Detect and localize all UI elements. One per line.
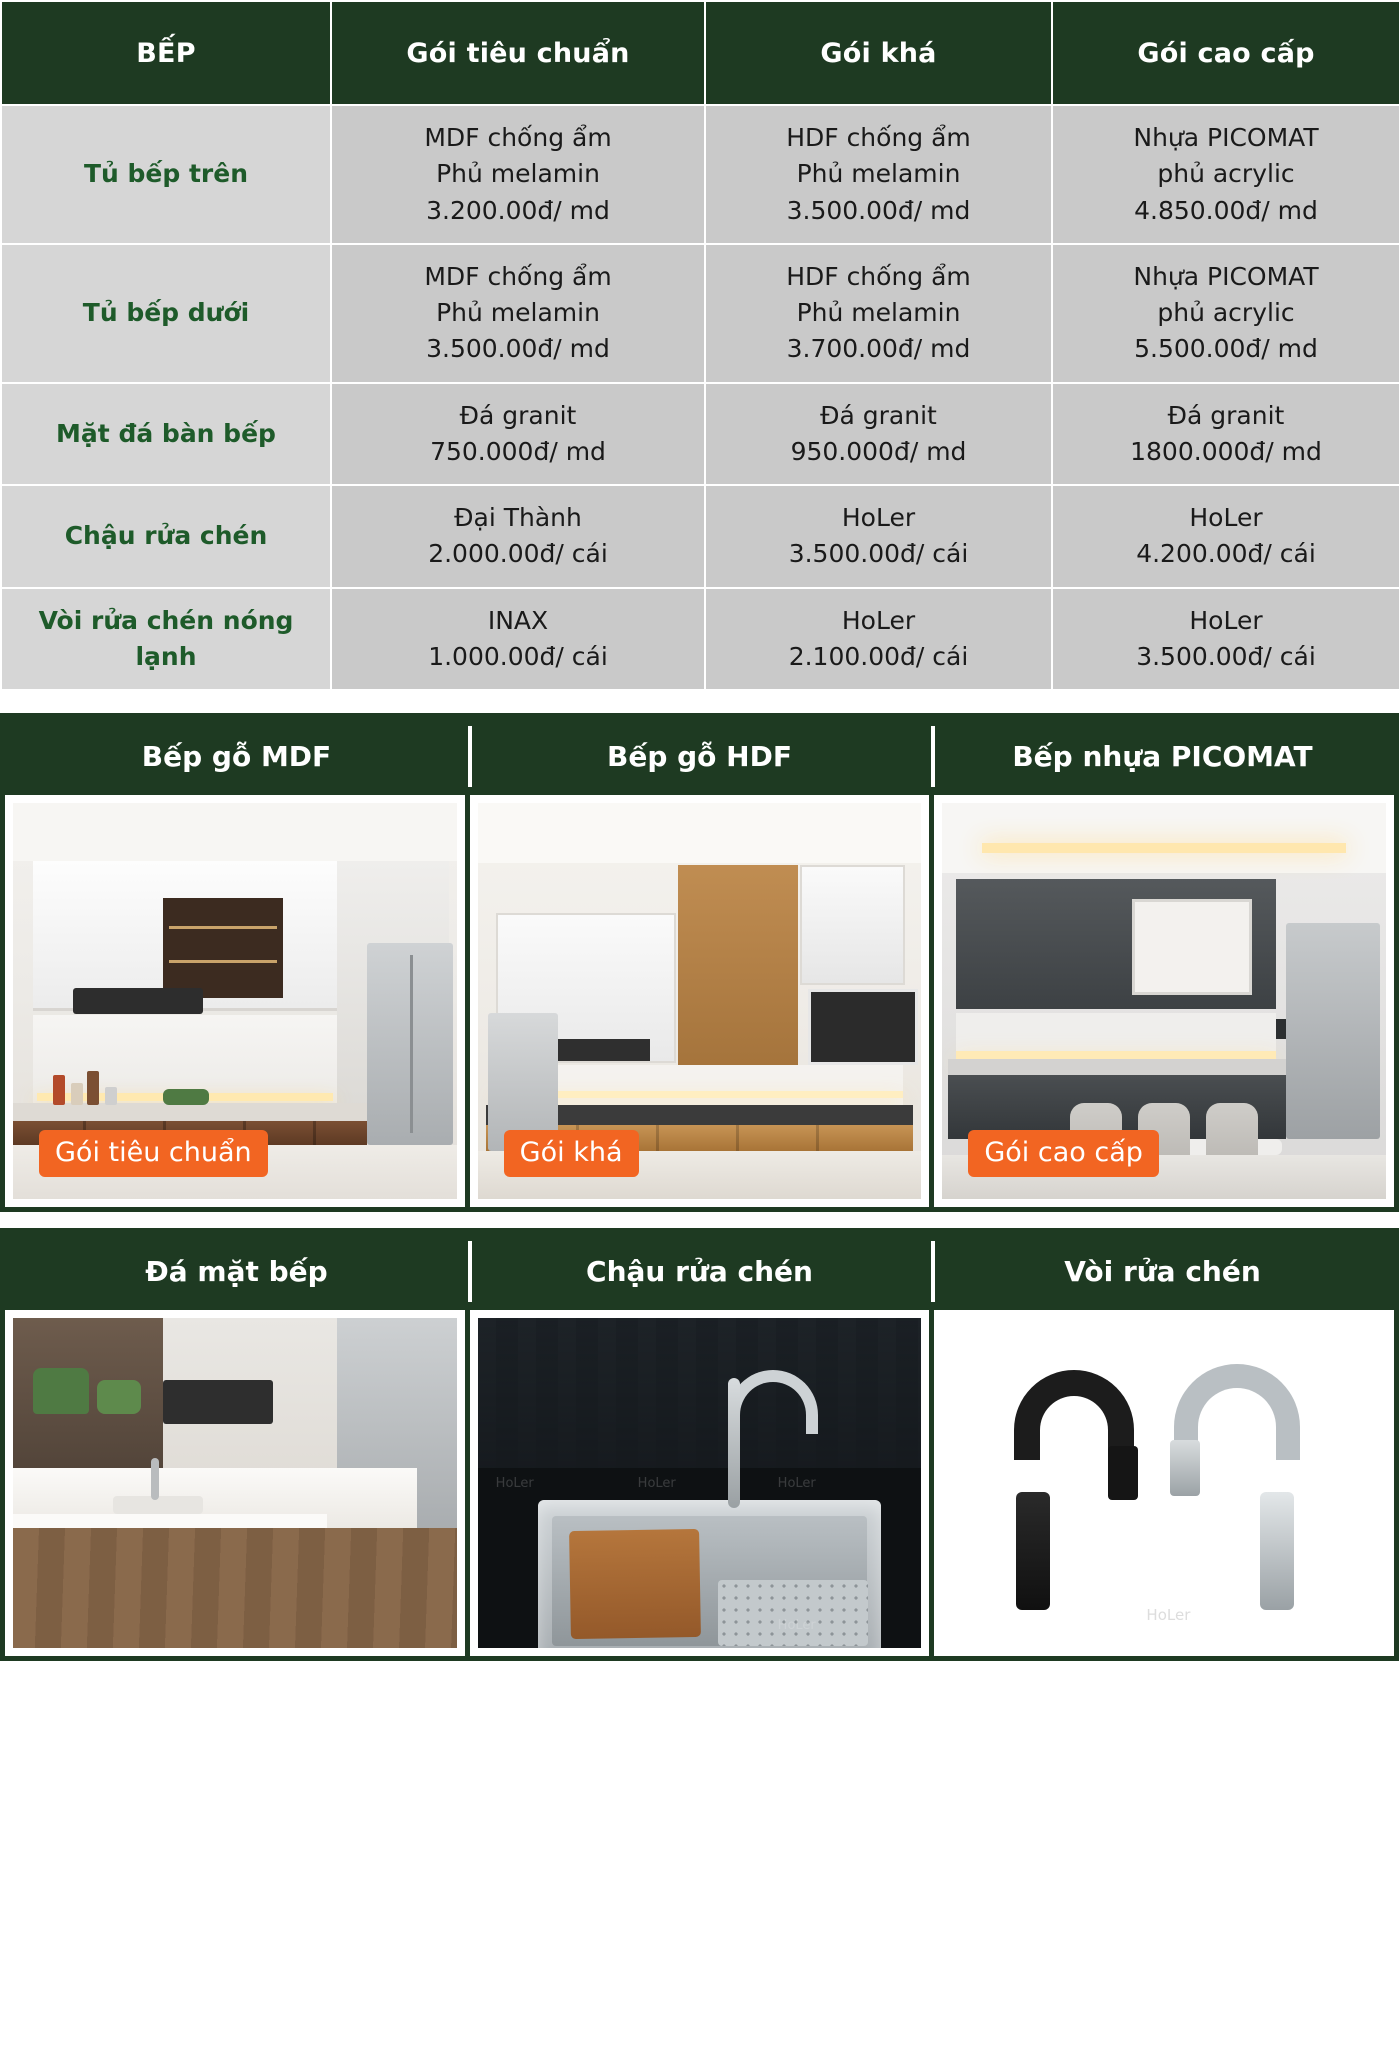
cell-line: HoLer <box>841 503 916 532</box>
cell-price: 3.500.00đ/ cái <box>788 539 969 569</box>
kitchen-photo-mdf <box>13 803 457 1199</box>
cell-line: Nhựa PICOMAT <box>1133 123 1319 152</box>
cell-upper-premium <box>1052 105 1399 244</box>
gallery-cell-mdf <box>5 795 465 1207</box>
cell-countertop-premium <box>1052 383 1399 486</box>
cell-line: Đá granit <box>1167 400 1285 430</box>
header-package-premium: Gói cao cấp <box>1052 1 1399 105</box>
cell-line: Phủ melamin <box>796 298 961 327</box>
cell-price: 1800.000đ/ md <box>1130 436 1322 466</box>
gallery-cell-stone <box>5 1310 465 1656</box>
gallery-cell-picomat <box>929 795 1394 1207</box>
faucet-watermark: HoLer <box>1146 1606 1191 1624</box>
cell-lower-standard <box>331 244 705 383</box>
table-body <box>1 105 1399 690</box>
faucet-black-head <box>1108 1446 1138 1500</box>
parts-gallery-section <box>0 1228 1399 1661</box>
sink-watermark: HoLer <box>637 1476 676 1491</box>
header-package-standard: Gói tiêu chuẩn <box>331 1 705 105</box>
cell-line: HDF chống ẩm <box>786 123 971 152</box>
cell-countertop-standard <box>331 383 705 486</box>
cell-line: MDF chống ẩm <box>424 261 612 291</box>
table-row <box>1 588 1399 691</box>
cell-line: INAX <box>487 605 549 635</box>
kitchen-gallery-section <box>0 713 1399 1212</box>
cell-price: 2.000.00đ/ cái <box>428 539 608 569</box>
gallery-header-picomat: Bếp nhựa PICOMAT <box>931 718 1394 795</box>
cell-price: 950.000đ/ md <box>790 436 967 466</box>
sink-illustration <box>478 1318 922 1648</box>
cell-line: Phủ melamin <box>796 159 961 189</box>
table-row <box>1 383 1399 486</box>
row-label-sink: Chậu rửa chén <box>1 485 331 588</box>
sink-watermark: HoLer <box>777 1618 816 1633</box>
gallery-cell-sink <box>465 1310 930 1656</box>
kitchen-gallery-body <box>5 795 1394 1207</box>
cell-lower-premium <box>1052 244 1399 383</box>
kitchen-photo-picomat <box>942 803 1386 1199</box>
cell-line: HDF chống ẩm <box>786 261 971 291</box>
cell-faucet-good <box>705 588 1052 691</box>
cell-line: HoLer <box>1189 605 1263 635</box>
kitchen-price-table <box>0 0 1399 691</box>
cell-price: 3.700.00đ/ md <box>786 334 971 364</box>
gallery-header-faucet: Vòi rửa chén <box>931 1233 1394 1310</box>
faucet-illustration <box>942 1318 1386 1648</box>
cell-line: Đá granit <box>459 400 577 430</box>
gallery-header-stone: Đá mặt bếp <box>145 1255 328 1288</box>
cell-upper-good <box>705 105 1052 244</box>
faucet-photo <box>942 1318 1386 1648</box>
gallery-header-hdf: Bếp gỗ HDF <box>468 718 931 795</box>
sink-watermark: HoLer <box>495 1476 534 1491</box>
sink-photo <box>478 1318 922 1648</box>
cell-countertop-good <box>705 383 1052 486</box>
badge-goi-tieu-chuan: Gói tiêu chuẩn <box>39 1130 268 1177</box>
cell-price: 4.200.00đ/ cái <box>1136 539 1316 569</box>
cell-line: Đại Thành <box>454 503 582 532</box>
badge-goi-cao-cap: Gói cao cấp <box>968 1130 1159 1177</box>
cell-price: 1.000.00đ/ cái <box>428 641 608 671</box>
cell-line: Phủ melamin <box>436 159 600 189</box>
cell-faucet-premium <box>1052 588 1399 691</box>
cell-line: MDF chống ẩm <box>424 123 612 152</box>
cell-sink-good <box>705 485 1052 588</box>
row-label-faucet: Vòi rửa chén nóng lạnh <box>1 588 331 691</box>
table-header <box>1 1 1399 105</box>
row-label-countertop: Mặt đá bàn bếp <box>1 383 331 486</box>
badge-goi-kha: Gói khá <box>504 1130 639 1177</box>
table-row <box>1 105 1399 244</box>
gallery-cell-faucet <box>929 1310 1394 1656</box>
cell-line: Nhựa PICOMAT <box>1133 261 1319 291</box>
cell-line: Phủ melamin <box>436 298 600 327</box>
cell-line: Đá granit <box>820 400 937 430</box>
parts-gallery-body <box>5 1310 1394 1656</box>
cell-price: 3.200.00đ/ md <box>426 195 610 225</box>
kitchen-photo-hdf <box>478 803 922 1199</box>
cell-sink-standard <box>331 485 705 588</box>
cell-sink-premium <box>1052 485 1399 588</box>
table-header-row <box>1 1 1399 105</box>
cell-faucet-standard <box>331 588 705 691</box>
table-row <box>1 244 1399 383</box>
stone-illustration <box>13 1318 457 1648</box>
row-label-lower-cabinet: Tủ bếp dưới <box>1 244 331 383</box>
cell-line: phủ acrylic <box>1157 298 1295 327</box>
cell-price: 5.500.00đ/ md <box>1134 334 1318 364</box>
header-category: BẾP <box>1 1 331 105</box>
gallery-header-sink: Chậu rửa chén <box>468 1233 931 1310</box>
faucet-black-body <box>1016 1492 1050 1610</box>
cell-upper-standard <box>331 105 705 244</box>
stone-photo <box>13 1318 457 1648</box>
cell-price: 2.100.00đ/ cái <box>788 641 969 671</box>
gallery-cell-hdf <box>465 795 930 1207</box>
faucet-chrome-head <box>1170 1440 1200 1496</box>
cell-lower-good <box>705 244 1052 383</box>
table-row <box>1 485 1399 588</box>
gallery-header-mdf: Bếp gỗ MDF <box>141 740 332 773</box>
cell-price: 4.850.00đ/ md <box>1134 195 1318 225</box>
kitchen-gallery-header-row <box>5 718 1394 795</box>
cell-line: HoLer <box>841 605 916 635</box>
cell-line: phủ acrylic <box>1157 159 1295 189</box>
sink-watermark: HoLer <box>777 1476 816 1491</box>
parts-gallery-header-row <box>5 1233 1394 1310</box>
bottom-spacer <box>0 1661 1399 1675</box>
cell-price: 3.500.00đ/ cái <box>1136 641 1316 671</box>
header-package-good: Gói khá <box>705 1 1052 105</box>
row-label-upper-cabinet: Tủ bếp trên <box>1 105 331 244</box>
cell-line: HoLer <box>1189 503 1263 532</box>
cell-price: 3.500.00đ/ md <box>786 195 971 225</box>
cell-price: 3.500.00đ/ md <box>426 334 610 364</box>
faucet-chrome-body <box>1260 1492 1294 1610</box>
cell-price: 750.000đ/ md <box>430 436 606 466</box>
